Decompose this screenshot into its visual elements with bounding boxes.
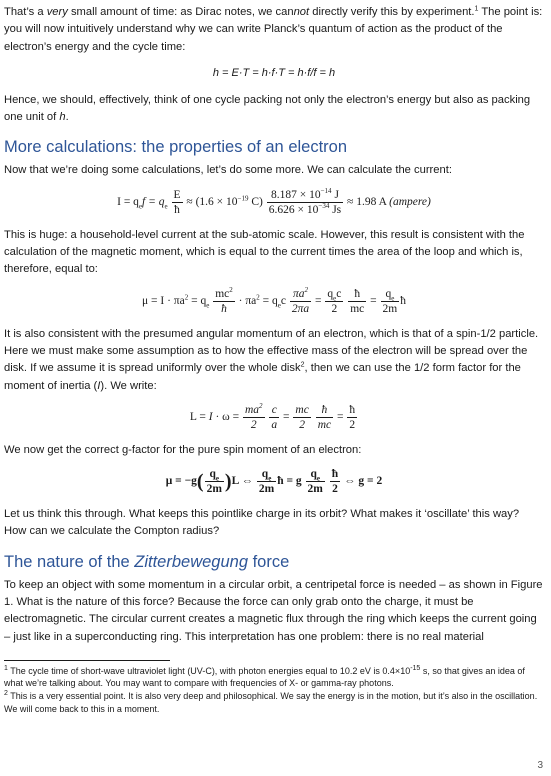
eq-text: ma xyxy=(244,403,260,416)
text: ). We write: xyxy=(100,379,157,392)
paragraph-angular-momentum xyxy=(4,326,544,395)
fraction xyxy=(381,287,400,316)
footnote-ref-2[interactable]: 2 xyxy=(300,361,305,369)
equation-current xyxy=(4,188,544,217)
numerator: ħ xyxy=(348,287,366,302)
fraction xyxy=(172,188,183,217)
eq-text: q xyxy=(209,468,216,481)
eq-text: ħ xyxy=(400,294,406,307)
eq-sub: e xyxy=(268,474,272,483)
paren-open: ( xyxy=(196,470,204,493)
fraction xyxy=(257,467,276,496)
footnote-divider xyxy=(4,660,170,661)
eq-unit: (ampere) xyxy=(389,195,431,208)
eq-sub: e xyxy=(277,301,281,310)
eq-exp: −14 xyxy=(320,186,332,195)
eq-text: = q xyxy=(259,294,278,307)
footnote-mark: 2 xyxy=(4,690,8,698)
text-emphasis: not xyxy=(293,6,310,18)
fraction xyxy=(205,467,224,496)
fraction xyxy=(347,403,357,432)
numerator xyxy=(306,467,325,482)
eq-text: q xyxy=(310,468,317,481)
paragraph-think-through: Let us think this through. What keeps this pointlike charge in its orbit? What makes it ‘oscillate’ this way? How can we calculate the Compton radius? xyxy=(4,508,520,538)
denominator: mc xyxy=(317,418,332,431)
text: It is also consistent with the presumed angular momentum of an electron, which is that of a spin-1/2 particle. Here we must make some assumption as to how the effective mass of the electron will be spread over the disk. If we assume it is spread uniformly over the whole disk xyxy=(4,327,539,375)
eq-text: J xyxy=(331,188,339,201)
eq-text: mc xyxy=(215,287,230,300)
eq-text: c xyxy=(280,294,286,307)
text: . xyxy=(65,111,69,124)
eq-exp: −34 xyxy=(318,201,330,210)
eq-text: = −g xyxy=(172,475,197,488)
eq-text: I xyxy=(208,411,213,423)
paragraph-g-factor-intro: We now get the correct g-factor for the pure spin moment of an electron: xyxy=(4,443,362,456)
footnote-mark: 1 xyxy=(4,664,8,672)
numerator xyxy=(290,287,311,302)
eq-text: q xyxy=(385,287,392,300)
eq-text: πa xyxy=(293,287,305,300)
footnote-exp: -15 xyxy=(410,664,421,672)
numerator xyxy=(381,287,400,302)
equation-g-factor xyxy=(4,467,544,496)
numerator xyxy=(325,287,343,302)
eq-text: q xyxy=(261,468,269,481)
footnote-text: This is a very essential point. It is also very deep and philosophical. We say the energy is in the motion, but it’s also in the oscillation. We will come back to this in a moment. xyxy=(4,691,538,714)
text: small amount of time: as Dirac notes, we can xyxy=(67,6,294,18)
denominator: 2m xyxy=(258,483,275,496)
numerator xyxy=(243,403,265,418)
fraction xyxy=(306,467,325,496)
fraction xyxy=(290,287,311,316)
eq-sub: e xyxy=(206,301,210,310)
eq-text: c xyxy=(336,287,342,300)
paren-close: ) xyxy=(224,470,232,493)
eq-text: Js xyxy=(329,203,342,216)
fraction xyxy=(325,287,343,316)
eq-exp: 2 xyxy=(256,292,260,301)
eq-exp: −19 xyxy=(237,194,249,203)
equation-angular-momentum: L = I · ω = $\frac{ma^2}{2}$ $\frac{c}{a}$ = $\frac{mc}{2}$ $\frac{ħ}{mc}$ = $\frac{ħ}{2}$ xyxy=(189,402,356,431)
fraction xyxy=(293,403,310,432)
fraction xyxy=(316,403,333,432)
fraction xyxy=(243,403,265,432)
text-emphasis: I xyxy=(97,379,101,392)
denominator: ħ xyxy=(174,203,180,216)
denominator: 2πa xyxy=(291,302,310,315)
equation-planck: h = E·T = h·f·T = h·f/f = h xyxy=(212,66,336,79)
eq-text: = q xyxy=(188,294,207,307)
eq-text: μ = I · πa xyxy=(142,294,185,307)
section-heading-calculations: More calculations: the properties of an electron xyxy=(4,138,348,157)
paragraph-current-intro: Now that we’re doing some calculations, let’s do some more. We can calculate the current: xyxy=(4,164,452,177)
fraction xyxy=(269,403,279,432)
heading-text: The nature of the xyxy=(4,552,135,571)
numerator: ħ xyxy=(331,468,339,481)
denominator: 2m xyxy=(382,302,398,315)
eq-exp: 2 xyxy=(184,292,189,301)
eq-text: ħ = g xyxy=(277,475,302,488)
denominator: a xyxy=(271,418,278,431)
equation-magnetic-moment: $\mu = I \cdot \pi a^2 = q_e$ $\frac{mc^2}{ħ}$ · $\pi a^2 = q_ec$ $\frac{\pi a^2}{2\pi a}$ = $\frac{q_ec}{2}$ $\frac{ħ}{mc}$ = $\frac{q_e}{2m}$ ħ xyxy=(142,285,406,315)
numerator: c xyxy=(269,403,279,418)
eq-text: 6.626 × 10 xyxy=(268,203,319,216)
numerator xyxy=(257,467,276,482)
footnote-ref-1[interactable]: 1 xyxy=(474,5,479,13)
eq-text: · ω = xyxy=(212,411,242,423)
paragraph-hence xyxy=(4,92,544,127)
eq-exp: 2 xyxy=(229,285,233,294)
denominator: 2m xyxy=(206,483,222,496)
eq-sub: e xyxy=(316,474,320,483)
numerator xyxy=(213,287,235,302)
numerator xyxy=(205,467,224,482)
heading-emphasis: Zitterbewegung xyxy=(134,552,249,571)
numerator: E xyxy=(173,188,181,201)
eq-sub: e xyxy=(164,202,168,211)
eq-text: f = q xyxy=(142,195,165,208)
heading-text: force xyxy=(248,552,290,571)
eq-text: C) xyxy=(248,195,263,208)
denominator: 2 xyxy=(299,418,305,431)
eq-text: ⇔ g = 2 xyxy=(341,475,383,488)
text: directly verify this by experiment. xyxy=(309,6,475,18)
text-emphasis: very xyxy=(46,6,68,18)
text: That’s a xyxy=(4,6,47,18)
fraction xyxy=(213,287,235,316)
page-number: 3 xyxy=(537,760,543,771)
footnote-text: The cycle time of short-wave ultraviolet light (UV-C), with photon energies equal to 10.2 eV is 0.4×10 xyxy=(7,665,411,676)
denominator: 2m xyxy=(307,483,323,496)
eq-text: ≈ 1.98 A xyxy=(347,195,390,208)
text: , then we can use the 1/2 form factor for the moment of inertia ( xyxy=(4,362,521,392)
paragraph-centripetal-force: To keep an object with some momentum in a circular orbit, a centripetal force is needed – as shown in Figure 1. What is the nature of this force? Because the force can only grab onto the charge, it must be electromagnetic. The circular current creates a magnetic flux through the ring which keeps the current going – just like in a superconducting ring. This interpretation has one problem: there is no real material xyxy=(4,578,543,643)
text: The point is: you will now intuitively understand why we can write Planck’s quantum of action as the product of the electron’s energy and the cycle time: xyxy=(4,6,543,53)
section-heading-zitterbewegung xyxy=(4,551,544,573)
denominator: 2 xyxy=(332,483,338,496)
fraction xyxy=(330,467,340,496)
denominator: 2 xyxy=(349,418,356,431)
eq-exp: 2 xyxy=(304,285,309,294)
numerator xyxy=(267,188,343,203)
numerator: mc xyxy=(295,403,309,416)
eq-text: ≈ (1.6 × 10 xyxy=(186,195,238,208)
numerator: ħ xyxy=(316,403,333,418)
footnote-1 xyxy=(4,665,544,689)
denominator xyxy=(267,203,343,217)
denominator: 2 xyxy=(331,302,338,315)
text: Hence, we should, effectively, think of one cycle packing not only the electron’s energy but also as packing one unit of xyxy=(4,93,531,124)
denominator: mc xyxy=(350,302,365,315)
eq-sub: e xyxy=(215,474,219,483)
eq-text: · πa xyxy=(238,294,257,307)
text-emphasis: h xyxy=(59,111,66,124)
eq-exp: 2 xyxy=(259,402,263,411)
document-page xyxy=(4,4,544,716)
fraction xyxy=(348,287,366,316)
paragraph-intro xyxy=(4,4,544,56)
fraction xyxy=(267,188,343,217)
eq-text: 8.187 × 10 xyxy=(270,188,321,201)
eq-text: μ xyxy=(165,475,173,488)
footnote-2 xyxy=(4,690,544,714)
footnote-text: s, so that gives an idea of what we’re talking about. You may want to compare with frequencies of X- or gamma-ray photons. xyxy=(4,665,525,689)
eq-sub: e xyxy=(391,293,395,302)
denominator: 2 xyxy=(250,418,257,431)
eq-text: I = q xyxy=(117,195,139,208)
eq-sub: e xyxy=(138,202,143,211)
eq-text: ⇔ xyxy=(238,475,256,488)
eq-text: L xyxy=(231,475,239,488)
paragraph-magnetic-moment: This is huge: a household-level current at the sub-atomic scale. However, this result is consistent with the calculation of the magnetic moment, which is equal to the current times the area of the loop and which is, therefore, equal to: xyxy=(4,228,525,276)
denominator: ħ xyxy=(221,302,227,315)
eq-text: L = xyxy=(189,411,209,423)
eq-text: q xyxy=(327,287,334,300)
numerator: ħ xyxy=(349,403,356,416)
eq-sub: e xyxy=(333,293,337,302)
